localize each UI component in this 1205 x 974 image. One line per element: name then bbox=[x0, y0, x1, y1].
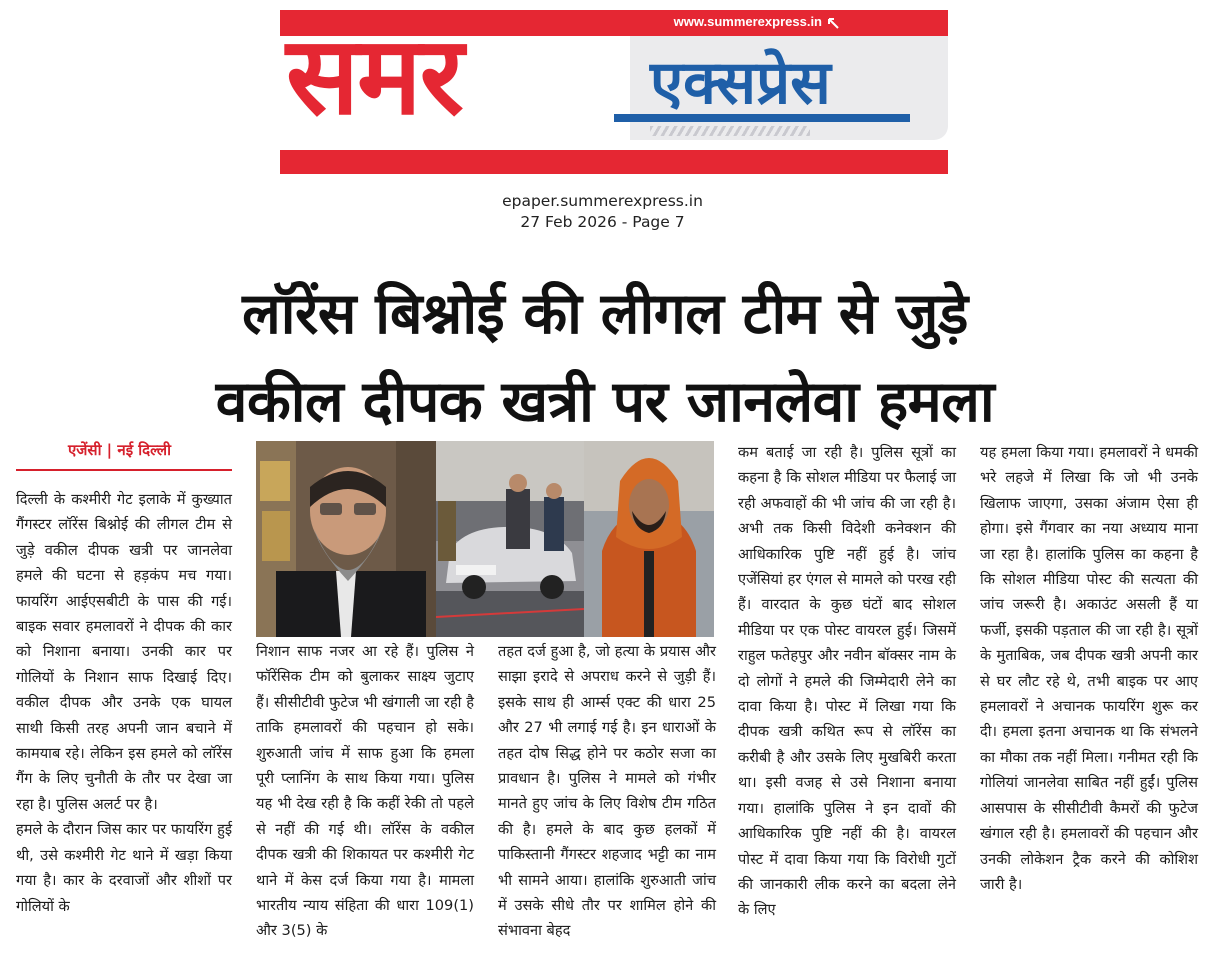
photo-gangster-illustration bbox=[584, 441, 714, 637]
masthead-logo-secondary: एक्सप्रेस bbox=[650, 48, 831, 118]
photo-gangster bbox=[584, 441, 714, 637]
article-column-5 bbox=[980, 440, 1198, 897]
photo-crime-scene bbox=[436, 441, 584, 637]
dateline-rule bbox=[16, 469, 232, 471]
photo-crime-scene-illustration bbox=[436, 441, 584, 637]
column-1-paragraph-2: हमले के दौरान जिस कार पर फायरिंग हुई थी, उसे कश्मीरी गेट थाने में खड़ा किया गया है। कार के दरवाजों और शीशों पर गोलियों के bbox=[16, 821, 232, 915]
headline-line-1: लॉरेंस बिश्नोई की लीगल टीम से जुड़े bbox=[242, 281, 968, 347]
photo-lawyer bbox=[256, 441, 436, 637]
edition-date-page: 27 Feb 2026 - Page 7 bbox=[520, 213, 685, 231]
photo-lawyer-illustration bbox=[256, 441, 436, 637]
column-1-paragraph-1: दिल्ली के कश्मीरी गेट इलाके में कुख्यात गैंगस्टर लॉरेंस बिश्नोई की लीगल टीम से जुड़े वकील दीपक खत्री पर जानलेवा हमले की घटना से हड़कंप मच गया। फायरिंग आईएसबीटी के पास की गई। बाइक सवार हमलावरों ने दीपक की कार को निशाना बनाया। उनकी कार पर गोलियों के निशान साफ दिखाई दिए। वकील दीपक और उनके एक घायल साथी किसी तरह अपनी जान बचाने में कामयाब रहे। लेकिन इस हमले को लॉरेंस गैंग के लिए चुनौती के तौर पर देखा जा रहा है। पुलिस अलर्ट पर है। bbox=[16, 491, 232, 813]
column-2-text: निशान साफ नजर आ रहे हैं। पुलिस ने फॉरेंसिक टीम को बुलाकर साक्ष्य जुटाए हैं। सीसीटीवी फुटेज भी खंगाली जा रही है ताकि हमलावरों की पहचान हो सके। शुरुआती जांच में साफ हुआ कि हमला पूरी प्लानिंग के साथ किया गया। पुलिस यह भी देख रही है कि कहीं रेकी तो पहले से नहीं की गई थी। लॉरेंस के वकील दीपक खत्री की शिकायत पर कश्मीरी गेट थाने में केस दर्ज किया गया है। मामला भारतीय न्याय संहिता की धारा 109(1) और 3(5) के bbox=[256, 643, 474, 940]
column-3-text: तहत दर्ज हुआ है, जो हत्या के प्रयास और साझा इरादे से अपराध करने से जुड़ी हैं। इसके साथ ही आर्म्स एक्ट की धारा 25 और 27 भी लगाई गई है। इन धाराओं के तहत दोष सिद्ध होने पर कठोर सजा का प्रावधान है। पुलिस ने मामले को गंभीर मानते हुए जांच के लिए विशेष टीम गठित की है। हमले के बाद कुछ हलकों में पाकिस्तानी गैंगस्टर शहजाद भट्टी का नाम भी सामने आया। हालांकि शुरुआती जांच में उसके सीधे तौर पर शामिल होने की संभावना बेहद bbox=[498, 643, 716, 940]
masthead-logo-main: समर bbox=[286, 14, 462, 139]
masthead-decorative-stripes bbox=[650, 126, 810, 136]
article-column-1 bbox=[16, 487, 232, 919]
article-dateline: एजेंसी | नई दिल्ली bbox=[68, 441, 171, 459]
edition-site: epaper.summerexpress.in bbox=[502, 192, 703, 210]
cursor-arrow-icon bbox=[826, 16, 840, 30]
article-headline bbox=[20, 270, 1190, 446]
column-5-text: यह हमला किया गया। हमलावरों ने धमकी भरे लहजे में लिखा कि जो भी उनके खिलाफ जाएगा, उसका अंजाम ऐसा ही होगा। इसे गैंगवार का नया अध्याय माना जा रहा है। हालांकि पुलिस का कहना है कि सोशल मीडिया पोस्ट की सत्यता की जांच जरूरी है। अकाउंट असली हैं या फर्जी, इसकी पड़ताल की जा रही है। सूत्रों के मुताबिक, जब दीपक खत्री अपनी कार से घर लौट रहे थे, तभी बाइक पर आए हमलावरों ने अचानक फायरिंग शुरू कर दी। हमला इतना अचानक था कि संभलने का मौका तक नहीं मिला। गनीमत रही कि गोलियां जानलेवा साबित नहीं हुईं। पुलिस आसपास के सीसीटीवी कैमरों की फुटेज खंगाल रही है। हमलावरों की पहचान और उनकी लोकेशन ट्रैक करने की कोशिश जारी है। bbox=[980, 444, 1198, 893]
article-column-3 bbox=[498, 639, 716, 944]
edition-info bbox=[400, 191, 805, 233]
article-column-2 bbox=[256, 639, 474, 944]
masthead-bottom-bar bbox=[280, 150, 948, 174]
headline-line-2: वकील दीपक खत्री पर जानलेवा हमला bbox=[215, 369, 995, 435]
masthead-logo bbox=[280, 10, 948, 174]
masthead-website: www.summerexpress.in bbox=[673, 14, 822, 29]
article-column-4 bbox=[738, 440, 956, 923]
column-4-text: कम बताई जा रही है। पुलिस सूत्रों का कहना है कि सोशल मीडिया पर फैलाई जा रही अफवाहों की भी जांच की जा रही है। अभी तक किसी विदेशी कनेक्शन की आधिकारिक पुष्टि नहीं हुई है। जांच एजेंसियां हर एंगल से मामले को परख रही हैं। वारदात के कुछ घंटों बाद सोशल मीडिया पर एक पोस्ट वायरल हुई। जिसमें राहुल फतेहपुर और नवीन बॉक्सर नाम के दो लोगों ने हमले की जिम्मेदारी लेने का दावा किया है। पोस्ट में लिखा गया कि दीपक खत्री कथित रूप से लॉरेंस का करीबी है और उसके लिए मुखबिरी करता था। इसी वजह से उसे निशाना बनाया गया। हालांकि पुलिस ने इन दावों की आधिकारिक पुष्टि नहीं की है। वायरल पोस्ट में दावा किया गया कि विरोधी गुटों की जानकारी लीक करने का बदला लेने के लिए bbox=[738, 444, 956, 919]
